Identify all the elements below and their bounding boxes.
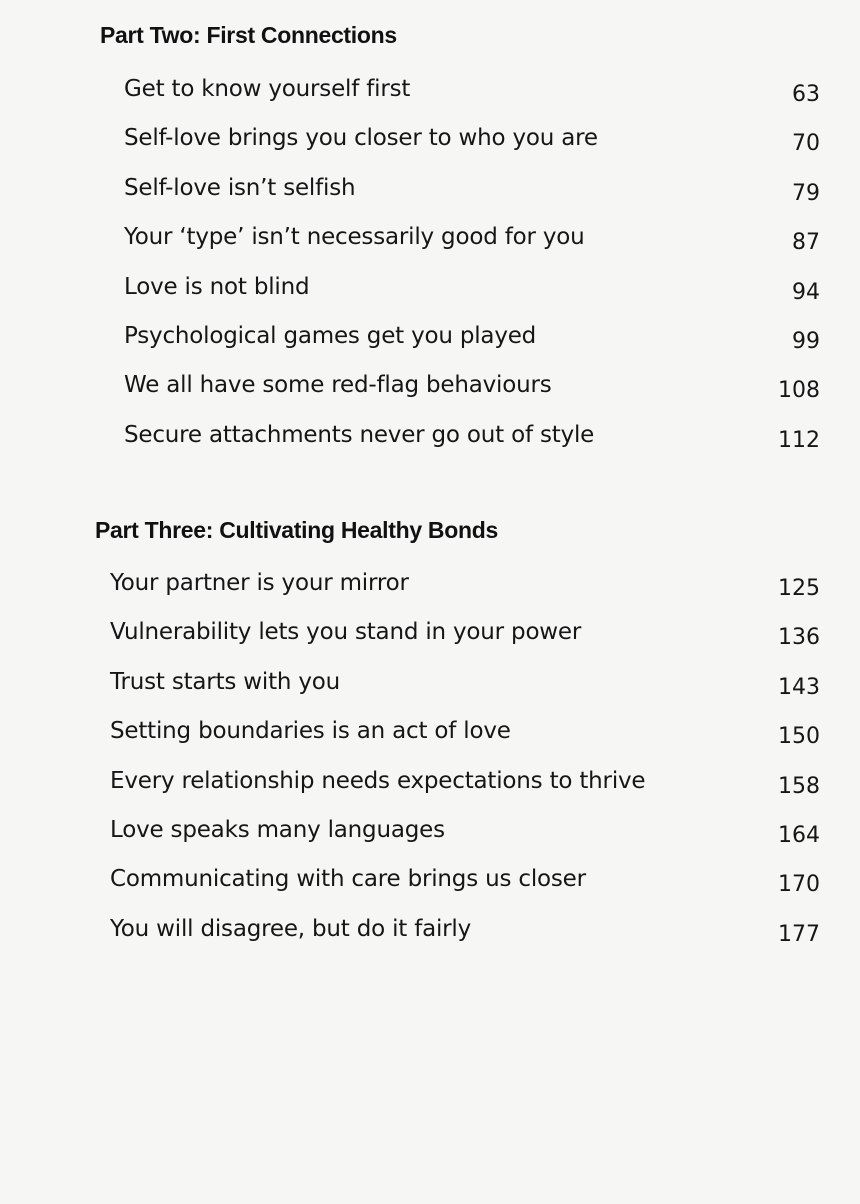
toc-entry <box>124 123 820 172</box>
toc-entry <box>124 74 820 123</box>
entry-page-number: 177 <box>778 921 820 947</box>
part-two-entries <box>124 74 820 469</box>
entry-title: Psychological games get you played <box>124 322 537 349</box>
entry-title: You will disagree, but do it fairly <box>110 915 472 942</box>
part-two-heading: Part Two: First Connections <box>100 22 397 48</box>
toc-entry <box>124 321 820 370</box>
entry-title: Your ‘type’ isn’t necessarily good for you <box>124 224 585 251</box>
toc-entry <box>124 272 820 321</box>
entry-title: Your partner is your mirror <box>110 570 409 596</box>
entry-page-number: 70 <box>792 131 820 157</box>
toc-entry <box>124 222 820 271</box>
entry-title: Every relationship needs expectations to thrive <box>110 767 646 794</box>
toc-entry <box>110 815 820 864</box>
toc-entry <box>110 914 820 963</box>
entry-title: Trust starts with you <box>110 668 341 695</box>
toc-entry <box>110 716 820 765</box>
entry-title: Secure attachments never go out of style <box>124 421 595 448</box>
entry-page-number: 158 <box>778 773 820 799</box>
entry-page-number: 136 <box>778 625 820 651</box>
entry-page-number: 125 <box>778 576 820 601</box>
entry-title: We all have some red-flag behaviours <box>124 372 552 399</box>
entry-page-number: 150 <box>778 724 820 750</box>
entry-title: Love is not blind <box>124 273 310 300</box>
entry-page-number: 63 <box>792 82 820 107</box>
entry-page-number: 164 <box>778 822 820 848</box>
toc-entry <box>110 667 820 716</box>
toc-entry <box>110 568 820 617</box>
toc-entry <box>110 617 820 666</box>
toc-entry <box>124 173 820 222</box>
toc-entry <box>124 420 820 469</box>
toc-entry <box>110 864 820 913</box>
entry-title: Vulnerability lets you stand in your power <box>110 619 582 646</box>
entry-title: Setting boundaries is an act of love <box>110 718 511 745</box>
entry-title: Communicating with care brings us closer <box>110 866 586 893</box>
entry-page-number: 108 <box>778 378 820 404</box>
entry-page-number: 143 <box>778 674 820 700</box>
toc-entry <box>110 766 820 815</box>
entry-page-number: 99 <box>792 328 820 354</box>
entry-page-number: 112 <box>778 427 820 453</box>
part-three-entries <box>110 568 820 963</box>
entry-title: Get to know yourself first <box>124 76 411 102</box>
entry-title: Self-love brings you closer to who you are <box>124 125 598 152</box>
entry-page-number: 79 <box>792 180 820 206</box>
toc-entry <box>124 370 820 419</box>
entry-title: Self-love isn’t selfish <box>124 174 356 201</box>
entry-page-number: 170 <box>778 872 820 898</box>
entry-page-number: 94 <box>792 279 820 305</box>
entry-title: Love speaks many languages <box>110 816 445 843</box>
part-three-heading: Part Three: Cultivating Healthy Bonds <box>95 517 498 543</box>
entry-page-number: 87 <box>792 230 820 256</box>
